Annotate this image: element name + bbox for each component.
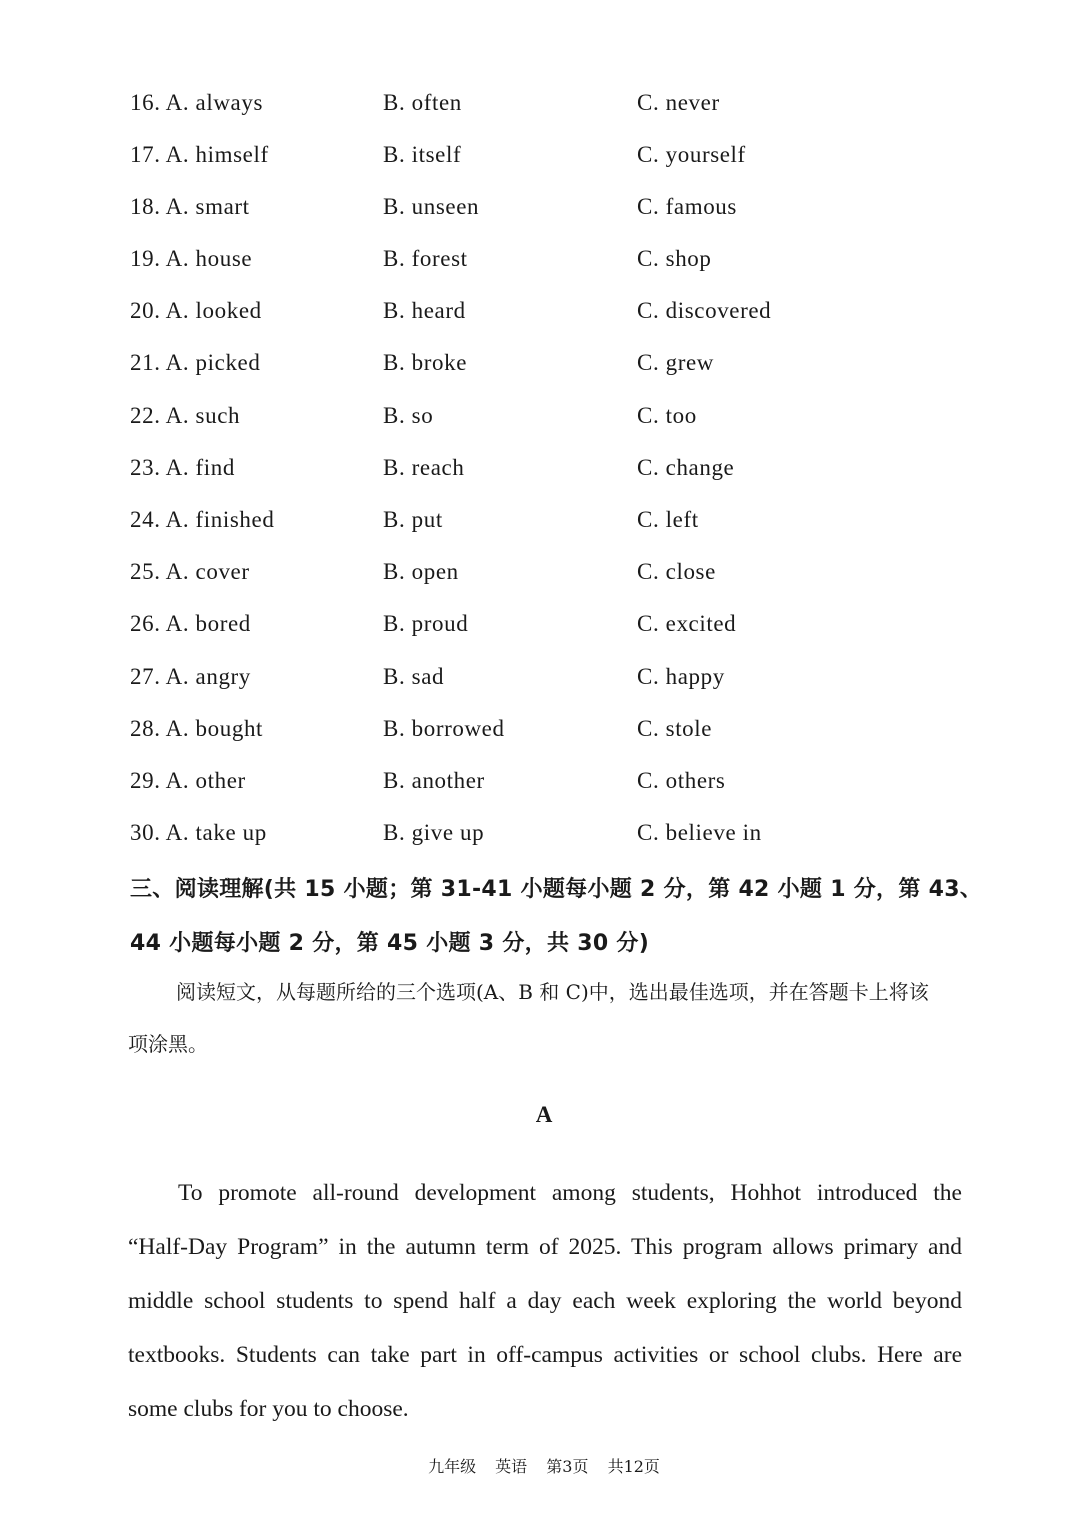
passage-line: middle school students to spend half a day each week exploring the world beyond [128,1288,962,1314]
option-a: 23. A. find [130,455,235,480]
option-c: C. close [637,559,716,584]
option-c: C. too [637,403,697,428]
option-c: C. others [637,768,726,793]
question-row [0,559,1080,599]
question-row [0,142,1080,182]
option-a: 29. A. other [130,768,246,793]
option-b: B. another [383,768,485,793]
option-a: 28. A. bought [130,716,264,741]
footer-subject: 英语 [495,1457,528,1476]
option-a: 18. A. smart [130,194,250,219]
option-a: 22. A. such [130,403,241,428]
option-b: B. proud [383,611,469,636]
instruction-text-continued: 项涂黑。 [128,1032,208,1056]
passage-line: textbooks. Students can take part in off-campus activities or school clubs. Here are [128,1342,962,1368]
option-b: B. put [383,507,443,532]
option-c: C. excited [637,611,737,636]
question-row [0,716,1080,756]
option-c: C. shop [637,246,712,271]
option-a: 19. A. house [130,246,253,271]
option-a: 17. A. himself [130,142,269,167]
option-c: C. discovered [637,298,772,323]
option-a: 25. A. cover [130,559,250,584]
question-row [0,664,1080,704]
option-b: B. reach [383,455,465,480]
option-b: B. itself [383,142,462,167]
option-a: 30. A. take up [130,820,267,845]
passage-line: some clubs for you to choose. [128,1396,409,1422]
question-row [0,90,1080,130]
passage-line: “Half-Day Program” in the autumn term of 2025. This program allows primary and [128,1234,962,1260]
footer-grade: 九年级 [428,1457,477,1476]
question-row [0,768,1080,808]
option-a: 20. A. looked [130,298,262,323]
section-heading: 三、阅读理解(共 15 小题；第 31-41 小题每小题 2 分，第 42 小题 1 分，第 43、 [130,877,983,902]
option-c: C. stole [637,716,713,741]
option-a: 27. A. angry [130,664,251,689]
question-row [0,246,1080,286]
option-b: B. so [383,403,434,428]
option-c: C. believe in [637,820,762,845]
option-a: 16. A. always [130,90,264,115]
passage-title: A [535,1102,553,1127]
footer-page-number: 第3页 [546,1457,589,1476]
question-row [0,350,1080,390]
option-a: 21. A. picked [130,350,261,375]
option-b: B. often [383,90,462,115]
option-c: C. never [637,90,720,115]
option-b: B. borrowed [383,716,505,741]
question-row [0,403,1080,443]
question-row [0,820,1080,860]
question-row [0,611,1080,651]
option-b: B. unseen [383,194,480,219]
option-b: B. give up [383,820,485,845]
option-c: C. grew [637,350,715,375]
option-a: 24. A. finished [130,507,275,532]
question-row [0,455,1080,495]
option-b: B. heard [383,298,466,323]
option-c: C. left [637,507,699,532]
option-b: B. broke [383,350,468,375]
option-c: C. change [637,455,735,480]
option-c: C. famous [637,194,737,219]
option-b: B. open [383,559,459,584]
passage-line: To promote all-round development among students, Hohhot introduced the [178,1180,962,1206]
option-c: C. yourself [637,142,746,167]
question-row [0,194,1080,234]
page-footer [0,1454,1080,1477]
footer-total-pages: 共12页 [607,1457,660,1476]
option-c: C. happy [637,664,725,689]
section-heading-continued: 44 小题每小题 2 分，第 45 小题 3 分，共 30 分) [130,931,650,956]
option-b: B. forest [383,246,468,271]
question-row [0,298,1080,338]
option-b: B. sad [383,664,445,689]
question-row [0,507,1080,547]
option-a: 26. A. bored [130,611,251,636]
instruction-text: 阅读短文，从每题所给的三个选项(A、B 和 C)中，选出最佳选项，并在答题卡上将该 [176,980,929,1004]
